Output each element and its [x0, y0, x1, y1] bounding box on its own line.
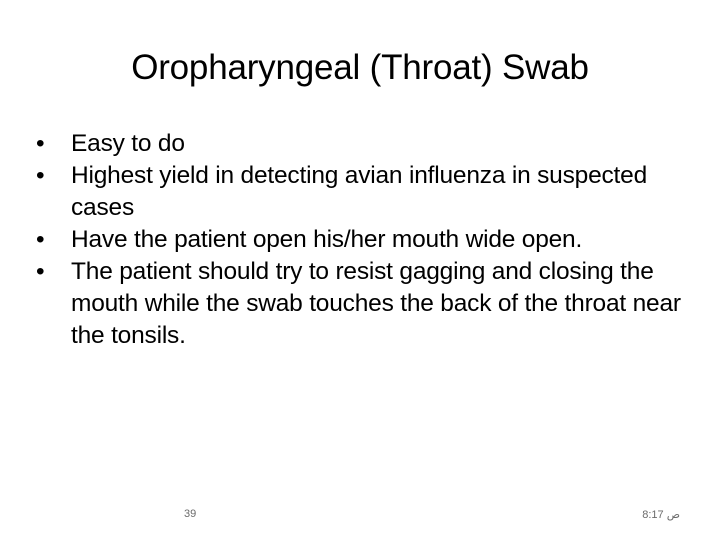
bullet-dot: • — [36, 162, 45, 189]
slide-time: 8:17 ص — [642, 509, 680, 521]
bullet-item — [36, 256, 684, 352]
bullet-dot: • — [36, 258, 45, 285]
bullet-text: Have the patient open his/her mouth wide open. — [71, 226, 583, 253]
slide-number: 39 — [184, 508, 197, 520]
bullet-item — [36, 160, 684, 224]
bullet-text: Highest yield in detecting avian influenza in suspected cases — [71, 162, 648, 221]
bullet-item — [36, 224, 684, 256]
slide-title: Oropharyngeal (Throat) Swab — [131, 48, 589, 87]
bullet-item — [36, 128, 684, 160]
bullet-text: The patient should try to resist gagging and closing the mouth while the swab touches the back of the throat near the tonsils. — [71, 258, 681, 349]
bullet-dot: • — [36, 130, 45, 157]
bullet-text: Easy to do — [71, 130, 185, 157]
bullet-list — [36, 128, 684, 352]
bullet-dot: • — [36, 226, 45, 253]
